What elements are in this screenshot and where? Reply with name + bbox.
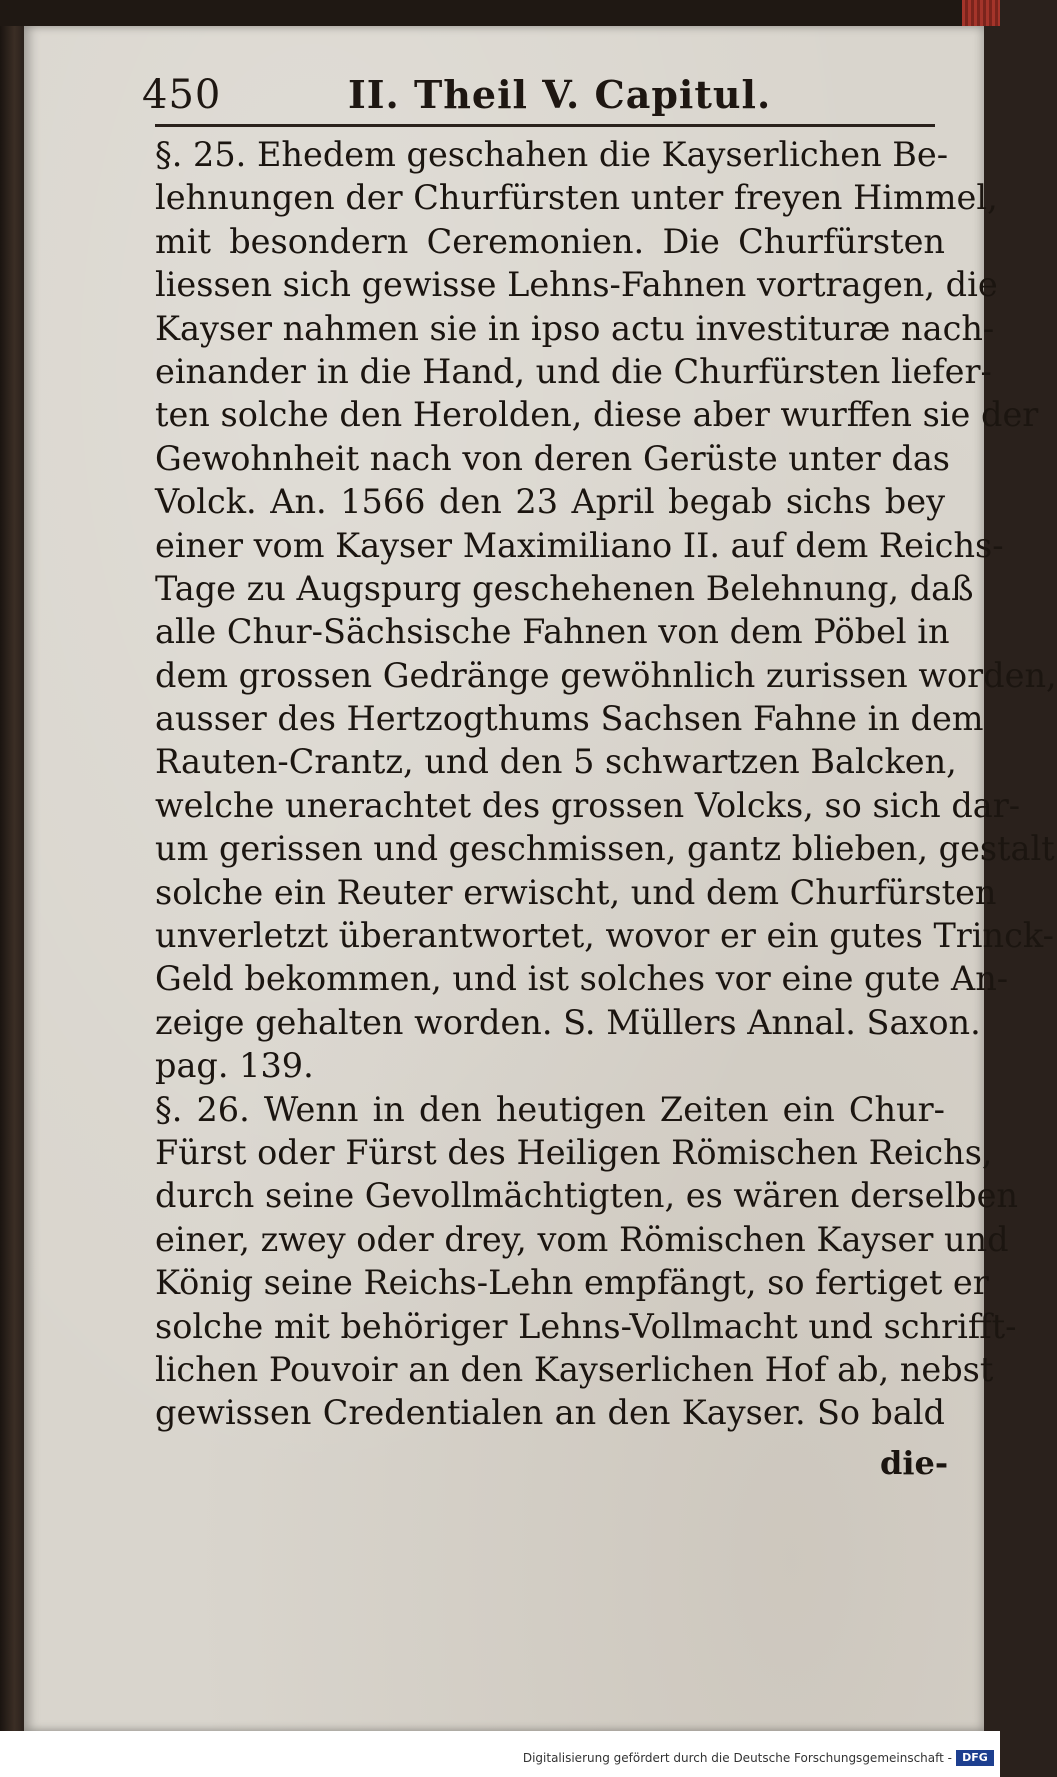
text-line: dem grossen Gedränge gewöhnlich zurissen worden,	[155, 655, 1057, 695]
text-line: ausser des Hertzogthums Sachsen Fahne in dem	[155, 699, 984, 739]
header-rule	[155, 124, 935, 127]
dfg-logo: DFG	[956, 1750, 994, 1766]
text-line: liessen sich gewisse Lehns-Fahnen vortragen, die	[155, 265, 998, 305]
digitization-note: Digitalisierung gefördert durch die Deutsche Forschungsgemeinschaft -	[522, 1751, 952, 1765]
body-text	[155, 133, 1057, 1435]
running-title: II. Theil V. Capitul.	[348, 72, 772, 117]
catchword: die-	[880, 1444, 949, 1482]
text-line: durch seine Gevollmächtigten, es wären derselben	[155, 1176, 1019, 1216]
page-number: 450	[142, 72, 222, 118]
text-line: unverletzt überantwortet, wovor er ein gutes Trinck-	[155, 916, 1054, 956]
text-line: lehnungen der Churfürsten unter freyen Himmel,	[155, 178, 998, 218]
text-line: einer vom Kayser Maximiliano II. auf dem Reichs-	[155, 525, 1004, 565]
text-line: Tage zu Augspurg geschehenen Belehnung, daß	[155, 568, 974, 608]
text-line: gewissen Credentialen an den Kayser. So bald	[155, 1393, 945, 1433]
text-line: Fürst oder Fürst des Heiligen Römischen Reichs,	[155, 1132, 993, 1172]
text-line: welche unerachtet des grossen Volcks, so sich dar-	[155, 785, 1021, 825]
book-spine-edge	[0, 0, 24, 1777]
scan-top-edge	[0, 0, 1000, 26]
text-line: solche ein Reuter erwischt, und dem Churfürsten	[155, 872, 997, 912]
text-line: Rauten-Crantz, und den 5 schwartzen Balcken,	[155, 742, 957, 782]
text-line: einer, zwey oder drey, vom Römischen Kayser und	[155, 1219, 1009, 1259]
text-line: §. 25. Ehedem geschahen die Kayserlichen Be-	[155, 135, 949, 174]
text-line: einander in die Hand, und die Churfürsten liefer-	[155, 351, 992, 391]
text-line: zeige gehalten worden. S. Müllers Annal. Saxon.	[155, 1002, 981, 1042]
text-line: §. 26. Wenn in den heutigen Zeiten ein Chur-	[155, 1089, 945, 1129]
text-line: Gewohnheit nach von deren Gerüste unter das	[155, 438, 951, 478]
page-header	[118, 72, 928, 128]
text-line: Volck. An. 1566 den 23 April begab sichs bey	[155, 482, 945, 522]
text-line: um gerissen und geschmissen, gantz blieben, gestalt	[155, 829, 1055, 869]
text-line: lichen Pouvoir an den Kayserlichen Hof ab, nebst	[155, 1349, 994, 1389]
text-line: solche mit behöriger Lehns-Vollmacht und schrifft-	[155, 1306, 1017, 1346]
text-line: alle Chur-Sächsische Fahnen von dem Pöbel in	[155, 612, 950, 652]
text-line: pag. 139.	[155, 1046, 314, 1086]
text-line: Kayser nahmen sie in ipso actu investituræ nach-	[155, 308, 995, 348]
text-line: ten solche den Herolden, diese aber wurffen sie der	[155, 395, 1039, 435]
text-line: Geld bekommen, und ist solches vor eine gute An-	[155, 959, 1009, 999]
page-marker-tabs	[962, 0, 1000, 26]
text-line: König seine Reichs-Lehn empfängt, so fertiget er	[155, 1263, 989, 1303]
text-line: mit besondern Ceremonien. Die Churfürsten	[155, 221, 945, 261]
